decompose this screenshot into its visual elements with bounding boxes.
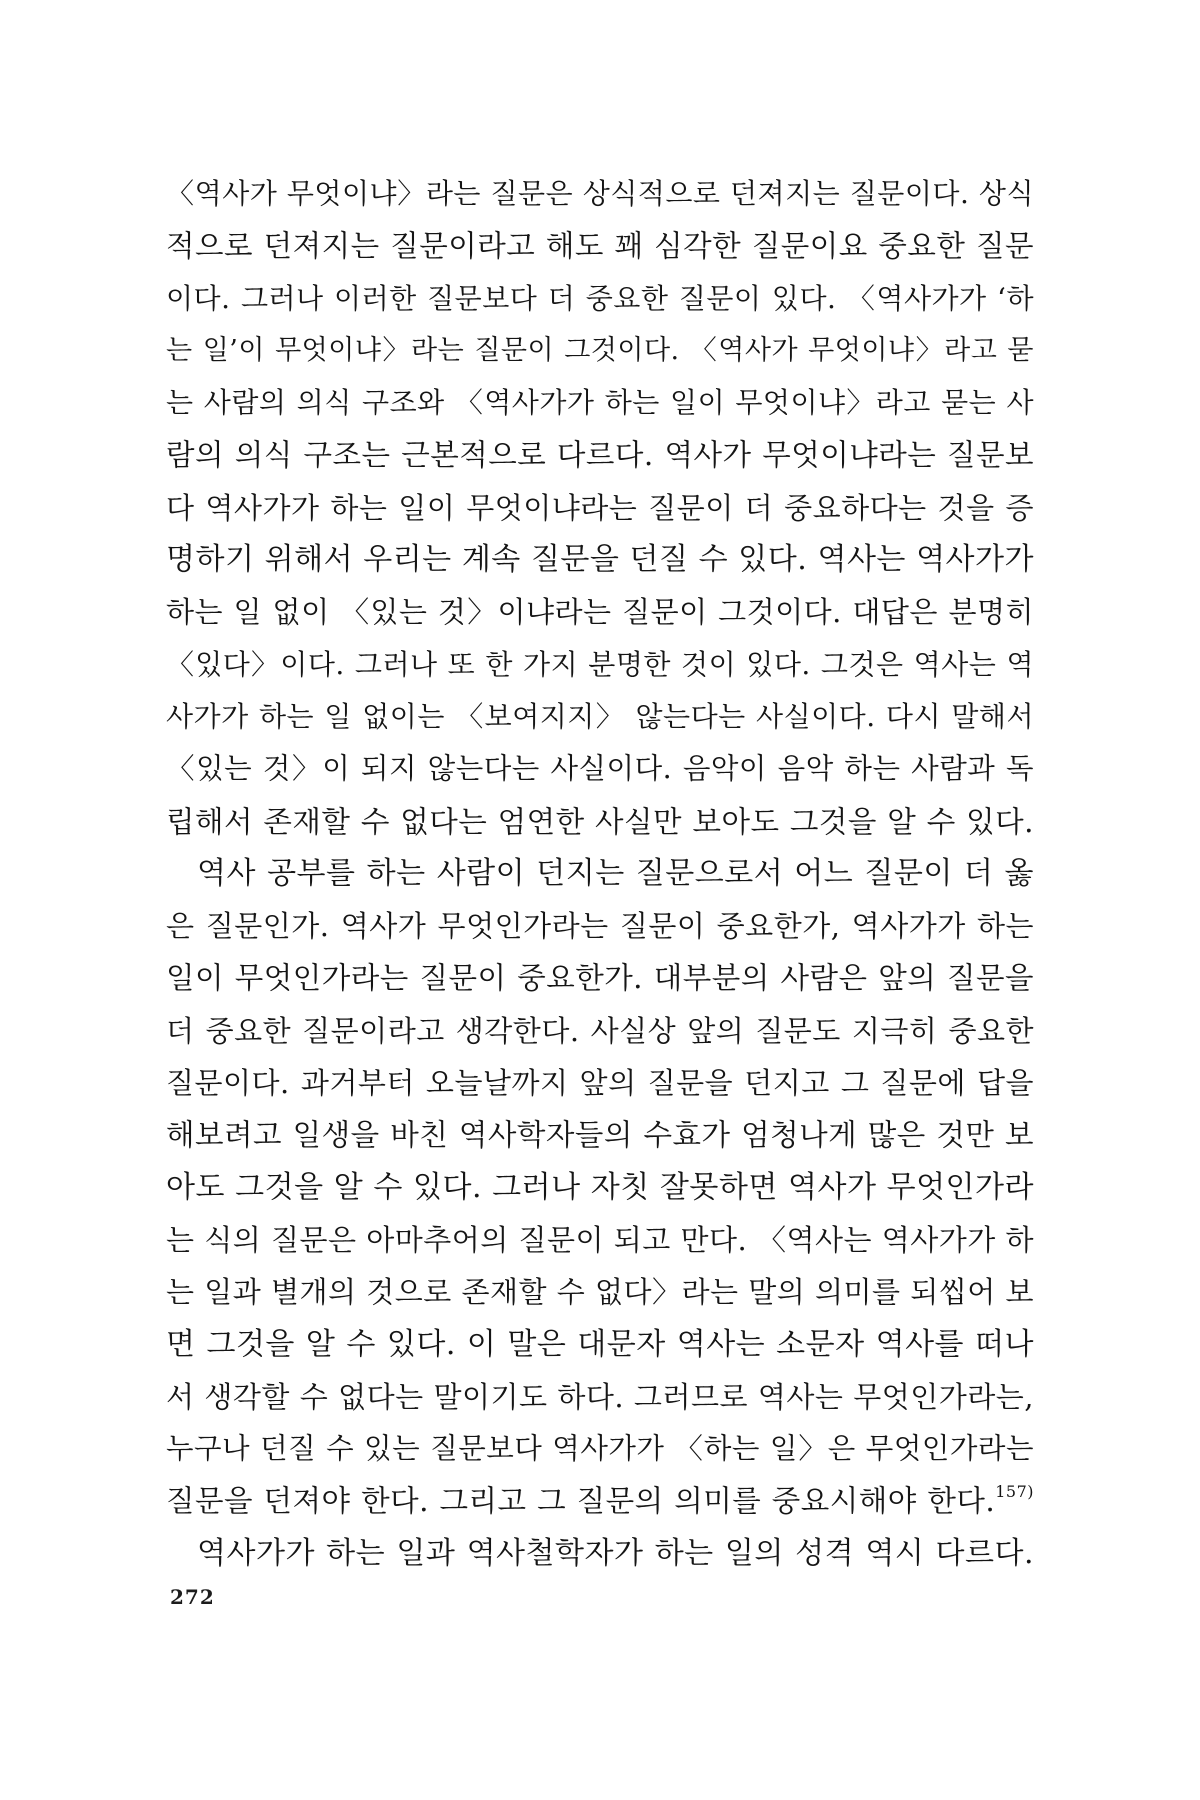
text-line: 면 그것을 알 수 있다. 이 말은 대문자 역사는 소문자 역사를 떠나 [166, 1326, 1034, 1362]
text-line: 은 질문인가. 역사가 무엇인가라는 질문이 중요한가, 역사가가 하는 [166, 909, 1034, 944]
paragraph-2 [166, 848, 1034, 1528]
text-line: 〈역사가 무엇이냐〉라는 질문은 상식적으로 던져지는 질문이다. 상식 [166, 177, 1034, 210]
text-line: 사가가 하는 일 없이는 〈보여지지〉 않는다는 사실이다. 다시 말해서 [166, 699, 1034, 733]
text-line: 일이 무엇인가라는 질문이 중요한가. 대부분의 사람은 앞의 질문을 [166, 961, 1034, 996]
text-line: 이다. 그러나 이러한 질문보다 더 중요한 질문이 있다. 〈역사가가 ‘하 [166, 281, 1034, 315]
text-line: 적으로 던져지는 질문이라고 해도 꽤 심각한 질문이요 중요한 질문 [166, 229, 1034, 264]
text-line [166, 1475, 1034, 1527]
paragraph-1 [166, 168, 1034, 848]
text-line: 하는 일 없이 〈있는 것〉이냐라는 질문이 그것이다. 대답은 분명히 [166, 595, 1034, 630]
text-line: 역사가가 하는 일과 역사철학자가 하는 일의 성격 역시 다르다. [197, 1535, 1034, 1571]
text-line: 해보려고 일생을 바친 역사학자들의 수효가 엄청나게 많은 것만 보 [166, 1118, 1034, 1153]
text-line: 서 생각할 수 없다는 말이기도 하다. 그러므로 역사는 무엇인가라는, [166, 1379, 1034, 1414]
text-line: 는 식의 질문은 아마추어의 질문이 되고 만다. 〈역사는 역사가가 하 [166, 1222, 1035, 1257]
text-line: 람의 의식 구조는 근본적으로 다르다. 역사가 무엇이냐라는 질문보 [166, 438, 1034, 473]
text-line: 명하기 위해서 우리는 계속 질문을 던질 수 있다. 역사는 역사가가 [166, 542, 1034, 578]
text-line: 질문이다. 과거부터 오늘날까지 앞의 질문을 던지고 그 질문에 답을 [166, 1066, 1034, 1101]
body-text [166, 168, 1034, 1580]
text-line: 는 사람의 의식 구조와 〈역사가가 하는 일이 무엇이냐〉라고 묻는 사 [166, 386, 1034, 420]
text-line: 〈있는 것〉이 되지 않는다는 사실이다. 음악이 음악 하는 사람과 독 [166, 752, 1034, 786]
text-line: 는 일’이 무엇이냐〉라는 질문이 그것이다. 〈역사가 무엇이냐〉라고 묻 [166, 334, 1034, 366]
text-line: 〈있다〉이다. 그러나 또 한 가지 분명한 것이 있다. 그것은 역사는 역 [166, 647, 1034, 681]
text-line: 아도 그것을 알 수 있다. 그러나 자칫 잘못하면 역사가 무엇인가라 [166, 1169, 1034, 1205]
text-line: 립해서 존재할 수 없다는 엄연한 사실만 보아도 그것을 알 수 있다. [166, 804, 1034, 839]
paragraph-3 [166, 1528, 1034, 1580]
text-line: 는 일과 별개의 것으로 존재할 수 없다〉라는 말의 의미를 되씹어 보 [166, 1275, 1035, 1310]
footnote-reference: 157) [995, 1482, 1034, 1502]
text-line: 더 중요한 질문이라고 생각한다. 사실상 앞의 질문도 지극히 중요한 [166, 1013, 1034, 1048]
text-line: 다 역사가가 하는 일이 무엇이냐라는 질문이 더 중요하다는 것을 증 [166, 490, 1034, 525]
text-line: 역사 공부를 하는 사람이 던지는 질문으로서 어느 질문이 더 옳 [197, 855, 1034, 891]
text-line-content: 질문을 던져야 한다. 그리고 그 질문의 의미를 중요시해야 한다. [166, 1484, 996, 1519]
text-line: 누구나 던질 수 있는 질문보다 역사가가 〈하는 일〉은 무엇인가라는 [166, 1432, 1034, 1466]
page-number: 272 [170, 1585, 215, 1609]
